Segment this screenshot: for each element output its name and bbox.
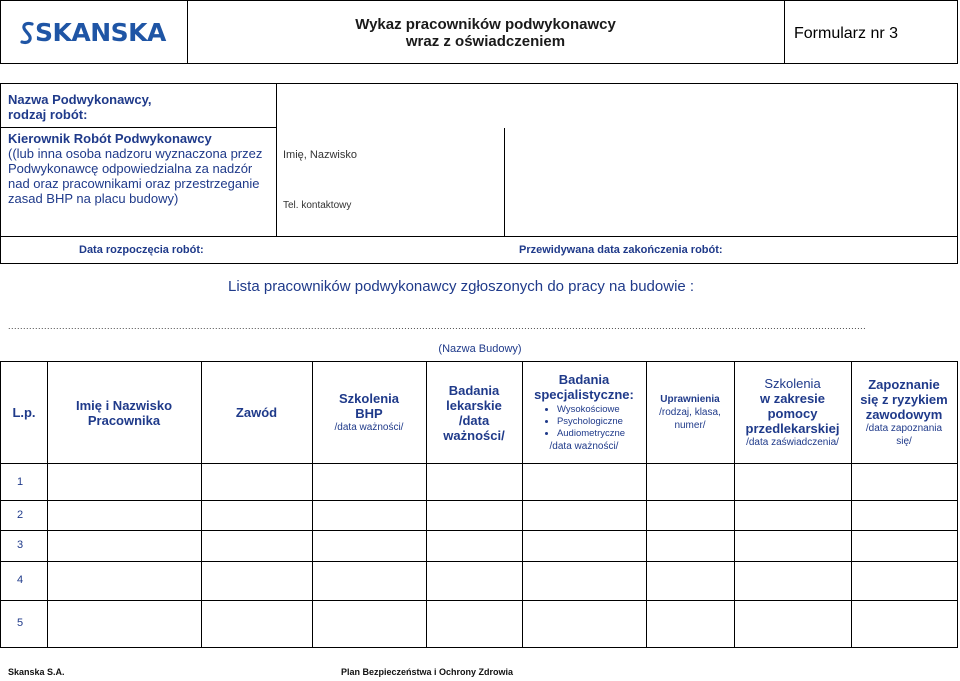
header-bhp-line1: Szkolenia: [339, 391, 399, 406]
subcontractor-name-label-line2: rodzaj robót:: [8, 107, 88, 122]
header-firstaid-line1: Szkolenia: [764, 376, 821, 391]
header-perm-line1: Uprawnienia: [660, 394, 720, 405]
header-firstaid-line4: przedlekarskiej: [745, 421, 840, 436]
site-manager-field[interactable]: [505, 128, 957, 236]
document-title-line2: wraz z oświadczeniem: [405, 33, 566, 50]
header-risk-line3: zawodowym: [865, 407, 943, 422]
row-divider: [1, 500, 957, 501]
row-divider: [1, 463, 957, 464]
header-lp-text: L.p.: [12, 405, 36, 420]
row-number: 4: [17, 574, 24, 586]
header-bhp: [312, 362, 426, 463]
construction-name-hint: (Nazwa Budowy): [438, 343, 522, 355]
construction-name-line[interactable]: ..............................................................................................................................................................................................................................................................................................: [8, 321, 867, 331]
header-medical-line3: /data: [458, 412, 490, 428]
header-firstaid-note: /data zaświadczenia/: [746, 437, 839, 448]
header-firstaid-line2: w zakresie: [759, 391, 826, 406]
site-manager-label-body: ((lub inna osoba nadzoru wyznaczona przez Podwykonawcę odpowiedzialna za nadzór nad oraz pracownikami oraz przestrzeganie zasad BHP na placu budowy): [8, 146, 263, 206]
skanska-logo: [21, 18, 166, 48]
special-exam-item: • Audiometryczne: [557, 428, 625, 440]
header-special-note: /data ważności/: [549, 441, 619, 452]
site-manager-fields-labels: [277, 128, 505, 236]
header-risk-note1: /data zapoznania: [865, 423, 943, 434]
row-number: 5: [17, 617, 24, 629]
header-profession: [201, 362, 312, 463]
header-first-aid: [734, 362, 851, 463]
footer-plan: Plan Bezpieczeństwa i Ochrony Zdrowia: [341, 667, 514, 677]
start-date-label: Data rozpoczęcia robót:: [79, 244, 204, 256]
subcontractor-info: [0, 83, 958, 264]
end-date-label: Przewidywana data zakończenia robót:: [519, 244, 723, 256]
header-medical-line1: Badania: [448, 382, 500, 398]
row-number: 3: [17, 539, 24, 551]
header-name-line1: Imię i Nazwisko: [75, 397, 173, 413]
header-bhp-note: /data ważności/: [334, 422, 404, 433]
special-exam-item: • Wysokościowe: [557, 404, 625, 416]
site-manager-label: [1, 128, 277, 236]
header-medical: [426, 362, 522, 463]
phone-label: Tel. kontaktowy: [283, 200, 352, 211]
header-risk: [851, 362, 957, 463]
header-special-line2: specjalistyczne:: [534, 387, 634, 402]
list-title: Lista pracowników podwykonawcy zgłoszonych do pracy na budowie :: [228, 278, 695, 295]
header-lp: [1, 362, 47, 463]
subcontractor-name-field[interactable]: [277, 84, 957, 128]
header-permissions: [646, 362, 734, 463]
header-perm-line3: numer/: [674, 420, 706, 431]
row-number: 1: [17, 476, 24, 488]
name-label: Imię, Nazwisko: [283, 149, 357, 161]
header-risk-note2: się/: [896, 436, 912, 447]
footer-company: Skanska S.A.: [8, 667, 65, 677]
title-cell: [187, 1, 785, 63]
dates-row: [1, 236, 957, 263]
row-divider: [1, 600, 957, 601]
site-manager-label-title: Kierownik Robót Podwykonawcy: [8, 131, 212, 146]
document-title-line1: Wykaz pracowników podwykonawcy: [355, 16, 616, 33]
subcontractor-name-label-line1: Nazwa Podwykonawcy,: [8, 92, 152, 107]
header-risk-line2: się z ryzykiem: [860, 392, 948, 407]
logo-text: SKANSKA: [35, 18, 166, 47]
workers-table: [0, 361, 958, 648]
special-exams-list: [543, 404, 625, 440]
header-name: [47, 362, 201, 463]
row-divider: [1, 561, 957, 562]
document-title: [187, 16, 784, 50]
header-medical-line4: ważności/: [443, 427, 505, 443]
header-special-exams: [522, 362, 646, 463]
special-exam-item: • Psychologiczne: [557, 416, 625, 428]
form-header: [0, 0, 958, 64]
row-divider: [1, 530, 957, 531]
form-number: Formularz nr 3: [794, 25, 899, 42]
header-bhp-line2: BHP: [355, 406, 383, 421]
header-perm-line2: /rodzaj, klasa,: [659, 407, 721, 418]
header-firstaid-line3: pomocy: [767, 406, 818, 421]
skanska-mark-icon: [21, 20, 33, 46]
row-number: 2: [17, 509, 24, 521]
subcontractor-name-label: [1, 84, 277, 128]
form-number-cell: [784, 1, 957, 63]
header-profession-text: Zawód: [235, 405, 278, 420]
header-medical-line2: lekarskie: [446, 397, 502, 413]
logo-cell: [1, 1, 188, 63]
header-risk-line1: Zapoznanie: [868, 377, 940, 392]
header-name-line2: Pracownika: [87, 412, 161, 428]
header-special-line1: Badania: [558, 372, 610, 387]
